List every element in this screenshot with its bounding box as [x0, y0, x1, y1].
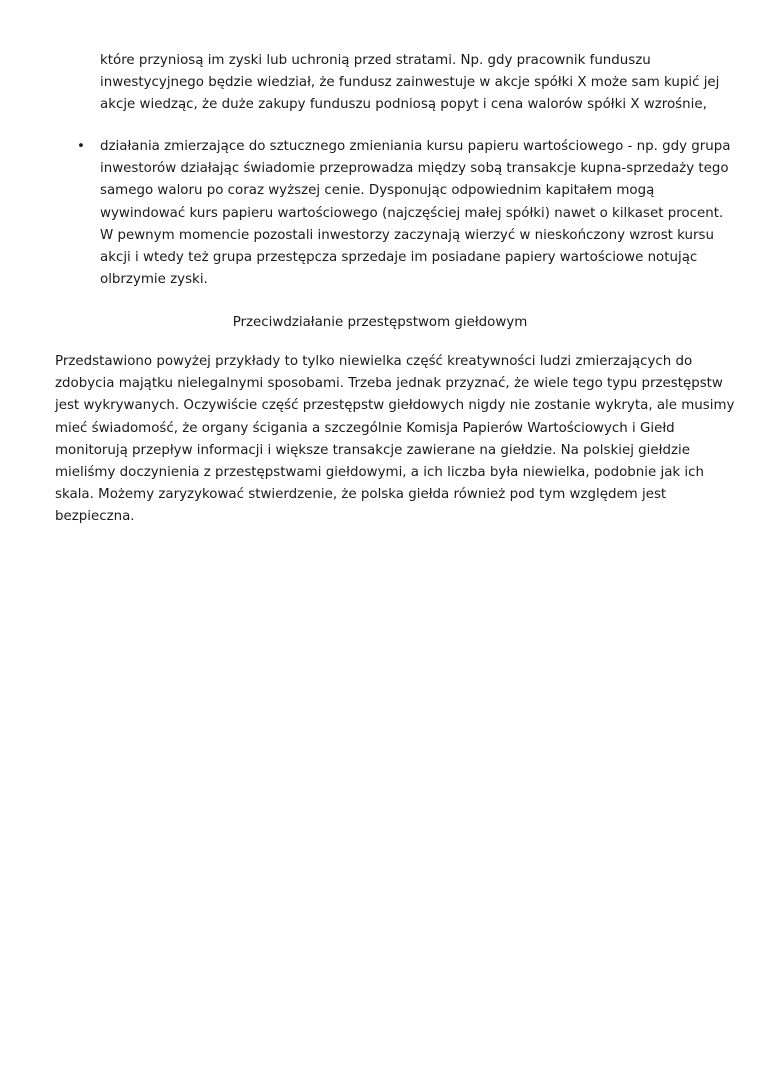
bullet-line: wywindować kurs papieru wartościowego (najczęściej małej spółki) nawet o kilkaset procent.	[100, 205, 724, 221]
continuation-paragraph	[100, 50, 720, 117]
bullet-line: inwestorów działając świadomie przeprowadza między sobą transakcje kupna-sprzedaży tego	[100, 161, 729, 177]
paragraph-line: monitorują przepływ informacji i większe transakcje zawierane na giełdzie. Na polskiej giełdzie	[55, 442, 690, 458]
bullet-line: olbrzymie zyski.	[100, 272, 208, 288]
paragraph-line: inwestycyjnego będzie wiedział, że fundusz zainwestuje w akcje spółki X może sam kupić jej	[100, 75, 720, 91]
paragraph-line: zdobycia majątku nielegalnymi sposobami. Trzeba jednak przyznać, że wiele tego typu przestępstw	[55, 376, 723, 392]
bullet-line: akcji i wtedy też grupa przestępcza sprzedaje im posiadane papiery wartościowe notując	[100, 250, 698, 266]
paragraph-line: skala. Możemy zaryzykować stwierdzenie, że polska giełda również pod tym względem jest	[55, 487, 667, 503]
paragraph-line: Przedstawiono powyżej przykłady to tylko niewielka część kreatywności ludzi zmierzających do	[55, 354, 693, 369]
paragraph-line: bezpieczna.	[55, 509, 135, 525]
paragraph-line: mieć świadomość, że organy ścigania a szczególnie Komisja Papierów Wartościowych i Giełd	[55, 420, 675, 436]
bullet-line: samego waloru po coraz wyższej cenie. Dysponując odpowiednim kapitałem mogą	[100, 183, 655, 199]
paragraph-line: jest wykrywanych. Oczywiście część przestępstw giełdowych nigdy nie zostanie wykryta, ale musimy	[55, 398, 735, 414]
paragraph-line: mieliśmy doczynienia z przestępstwami giełdowymi, a ich liczba była niewielka, podobnie jak ich	[55, 465, 704, 481]
bullet-line: działania zmierzające do sztucznego zmieniania kursu papieru wartościowego - np. gdy grupa	[100, 139, 731, 154]
paragraph-line: które przyniosą im zyski lub uchronią przed stratami. Np. gdy pracownik funduszu	[100, 53, 651, 68]
bullet-marker: •	[77, 139, 85, 154]
body-paragraph	[55, 351, 735, 529]
bullet-line: W pewnym momencie pozostali inwestorzy zaczynają wierzyć w nieskończony wzrost kursu	[100, 227, 714, 243]
paragraph-line: akcje wiedząc, że duże zakupy funduszu podniosą popyt i cena walorów spółki X wzrośnie,	[100, 97, 707, 113]
bullet-list-item	[77, 136, 731, 291]
section-heading: Przeciwdziałanie przestępstwom giełdowym	[232, 315, 528, 330]
